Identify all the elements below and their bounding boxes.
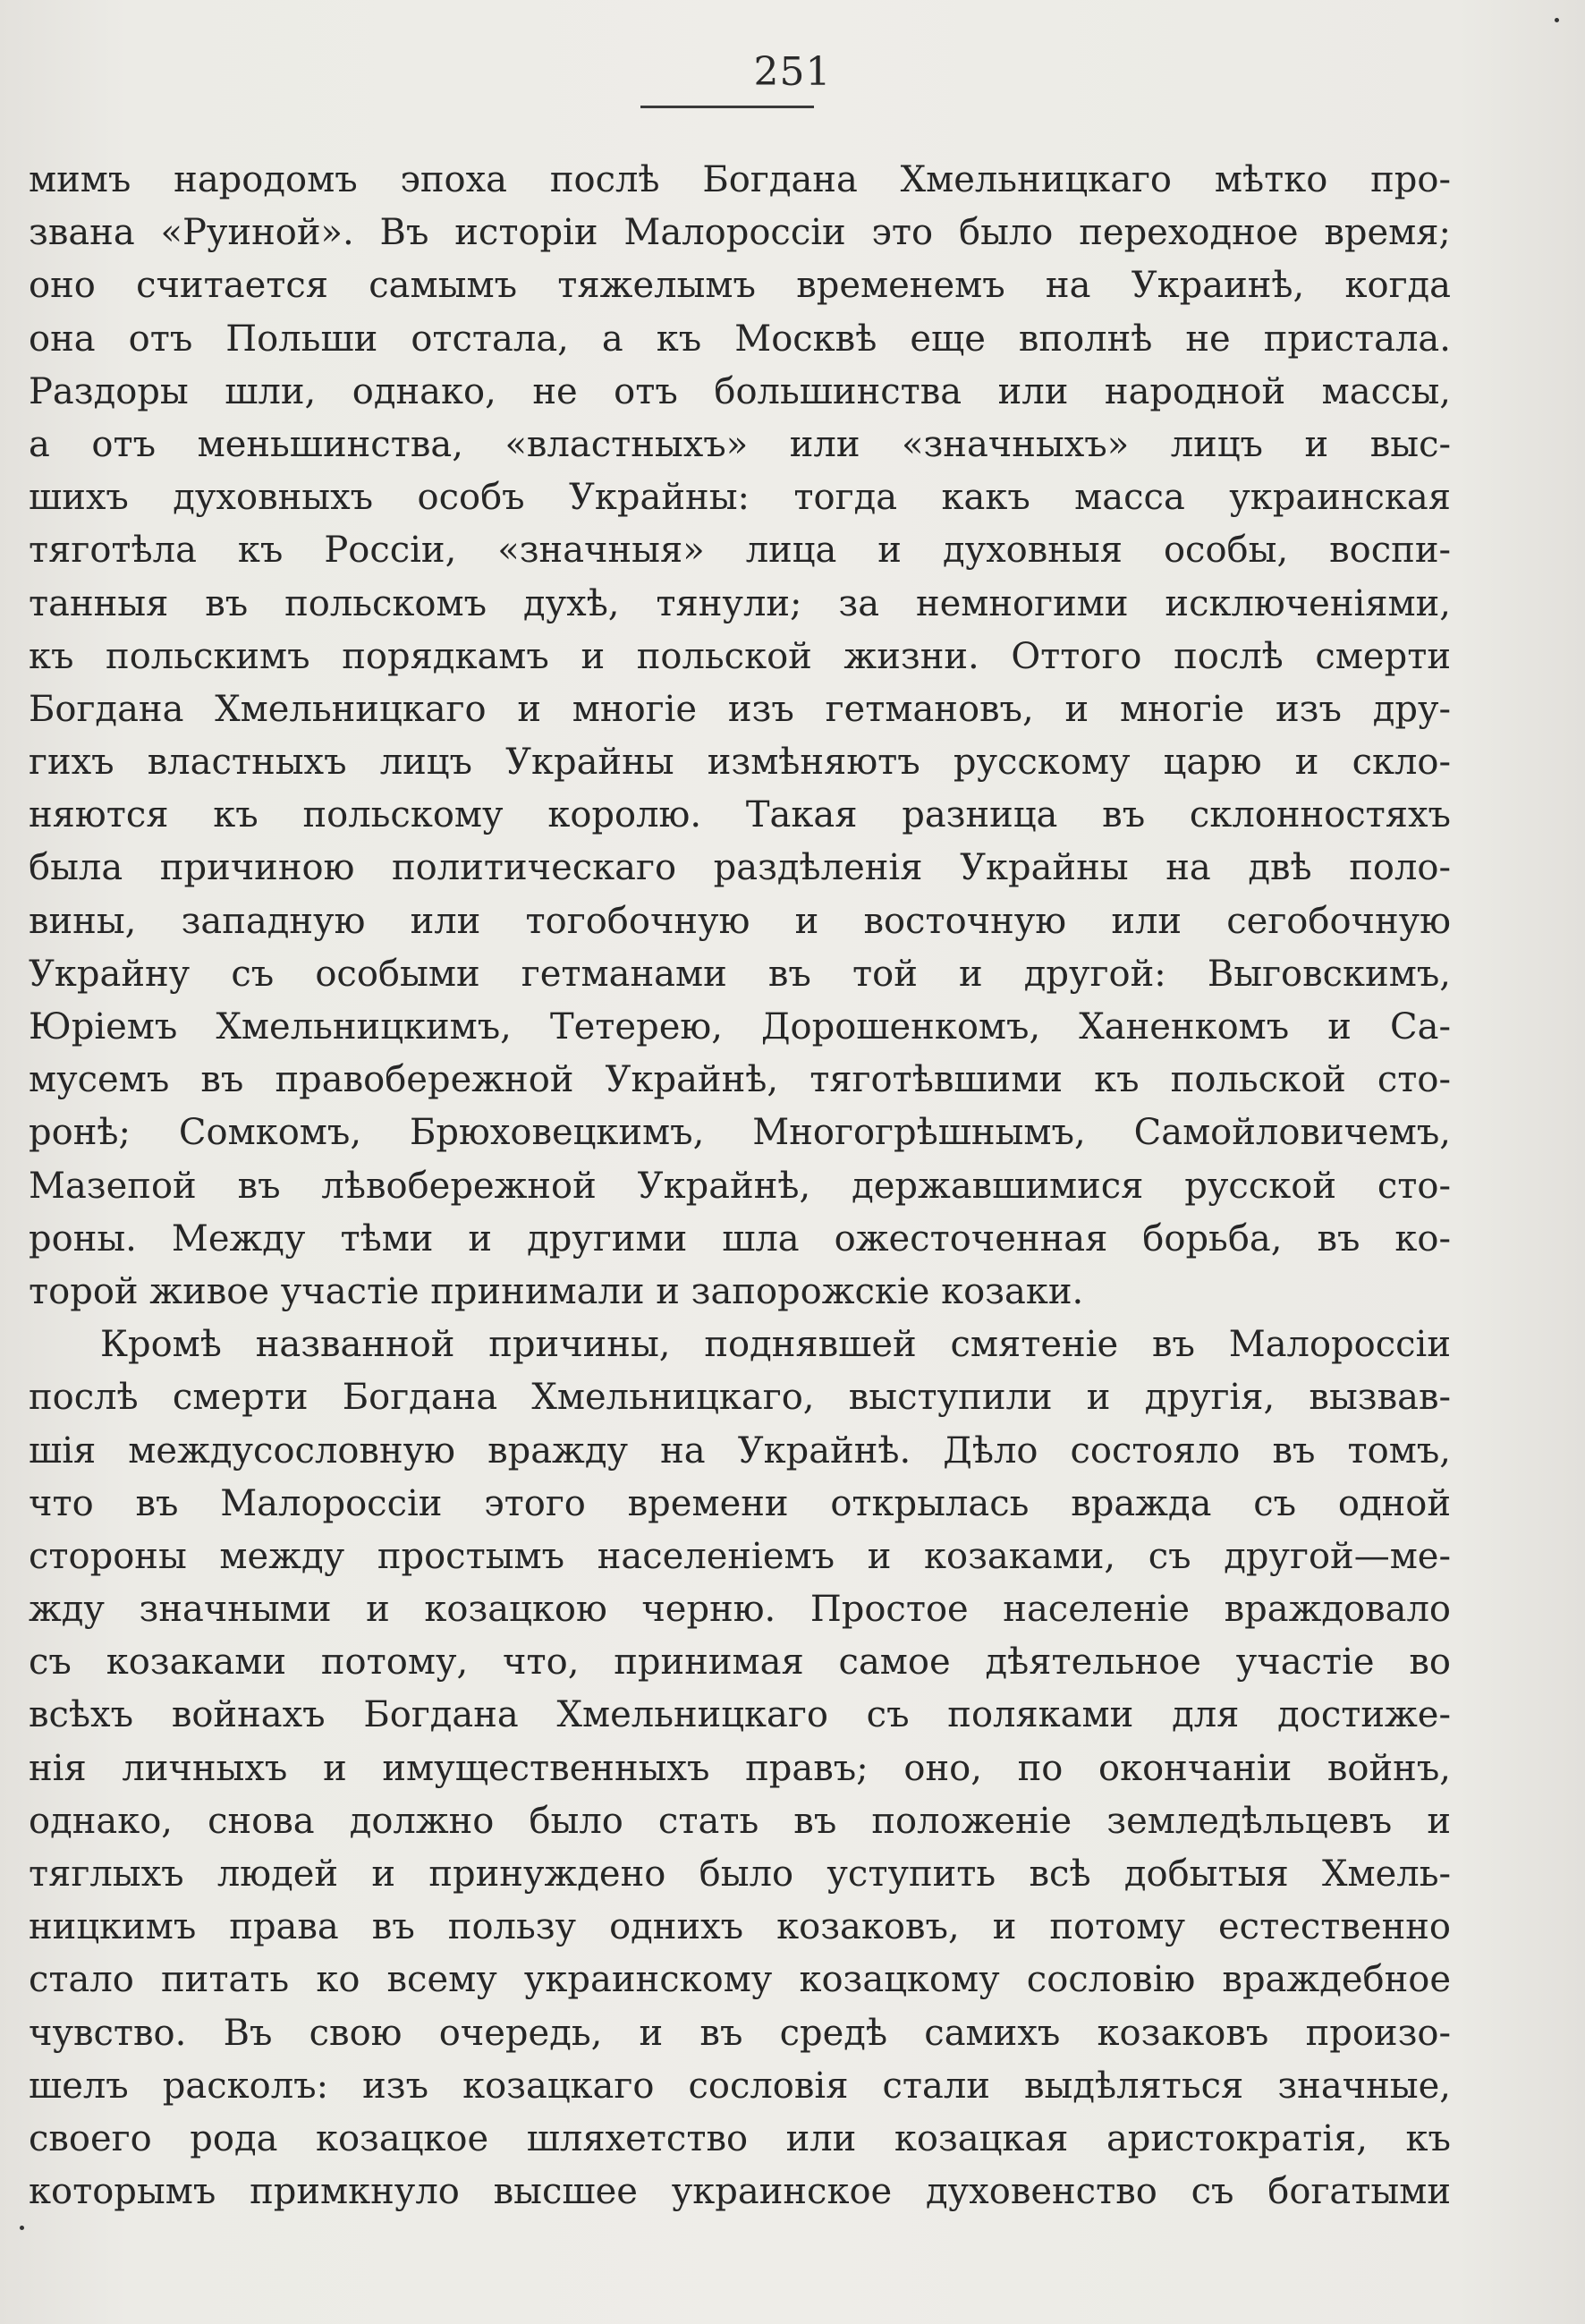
text-line: всѣхъ войнахъ Богдана Хмельницкаго съ поляками для достиже- (29, 1694, 1451, 1736)
text-line: жду значными и козацкою черню. Простое населеніе враждовало (29, 1589, 1451, 1631)
text-line: роны. Между тѣми и другими шла ожесточенная борьба, въ ко- (29, 1217, 1451, 1260)
text-line: ронѣ; Сомкомъ, Брюховецкимъ, Многогрѣшнымъ, Самойловичемъ, (29, 1112, 1451, 1154)
text-line: шія междусословную вражду на Украйнѣ. Дѣло состояло въ томъ, (29, 1429, 1451, 1472)
text-line: няются къ польскому королю. Такая разница въ склонностяхъ (29, 794, 1451, 836)
text-line: Кромѣ названной причины, поднявшей смятеніе въ Малороссіи (100, 1324, 1451, 1366)
text-line: шихъ духовныхъ особъ Украйны: тогда какъ масса украинская (29, 477, 1451, 519)
text-line: къ польскимъ порядкамъ и польской жизни. Оттого послѣ смерти (29, 635, 1451, 677)
text-line: Мазепой въ лѣвобережной Украйнѣ, державшимися русской сто- (29, 1165, 1451, 1207)
text-line: стало питать ко всему украинскому козацкому сословію враждебное (29, 1959, 1451, 2001)
text-line: мусемъ въ правобережной Украйнѣ, тяготѣвшими къ польской сто- (29, 1059, 1451, 1101)
text-line: а отъ меньшинства, «властныхъ» или «значныхъ» лицъ и выс- (29, 423, 1451, 465)
body-text (29, 154, 1451, 2218)
text-line: своего рода козацкое шляхетство или козацкая аристократія, къ (29, 2117, 1451, 2159)
text-line: стороны между простымъ населеніемъ и козаками, съ другой—ме- (29, 1535, 1451, 1577)
text-line: тяготѣла къ Россіи, «значныя» лица и духовныя особы, воспи- (29, 530, 1451, 572)
text-line: танныя въ польскомъ духѣ, тянули; за немногими исключеніями, (29, 582, 1451, 624)
text-line: которымъ примкнуло высшее украинское духовенство съ богатыми (29, 2171, 1451, 2213)
text-line: тяглыхъ людей и принуждено было уступить всѣ добытыя Хмель- (29, 1853, 1451, 1895)
text-line: однако, снова должно было стать въ положеніе земледѣльцевъ и (29, 1800, 1451, 1842)
print-speck (1555, 18, 1559, 22)
text-line: торой живое участіе принимали и запорожскіе козаки. (29, 1270, 1084, 1312)
text-line: шелъ расколъ: изъ козацкаго сословія стали выдѣляться значные, (29, 2065, 1451, 2107)
text-line: звана «Руиной». Въ исторіи Малороссіи это было переходное время; (29, 212, 1451, 254)
text-line: она отъ Польши отстала, а къ Москвѣ еще вполнѣ не пристала. (29, 318, 1451, 360)
page-number: 251 (753, 49, 832, 95)
text-line: была причиною политическаго раздѣленія Украйны на двѣ поло- (29, 847, 1451, 889)
text-line: чувство. Въ свою очередь, и въ средѣ самихъ козаковъ произо- (29, 2012, 1451, 2054)
text-line: Украйну съ особыми гетманами въ той и другой: Выговскимъ, (29, 953, 1451, 995)
paragraph-2 (29, 1319, 1451, 2218)
text-line: мимъ народомъ эпоха послѣ Богдана Хмельницкаго мѣтко про- (29, 159, 1451, 200)
text-line: вины, западную или тогобочную и восточную или сегобочную (29, 900, 1451, 942)
text-line: гихъ властныхъ лицъ Украйны измѣняютъ русскому царю и скло- (29, 742, 1451, 784)
text-line: Раздоры шли, однако, не отъ большинства или народной массы, (29, 370, 1451, 412)
text-line: съ козаками потому, что, принимая самое дѣятельное участіе во (29, 1641, 1451, 1684)
paragraph-1 (29, 154, 1451, 1319)
text-line: ницкимъ права въ пользу однихъ козаковъ, и потому естественно (29, 1906, 1451, 1948)
text-line: нія личныхъ и имущественныхъ правъ; оно, по окончаніи войнъ, (29, 1747, 1451, 1789)
text-line: Юріемъ Хмельницкимъ, Тетерею, Дорошенкомъ, Ханенкомъ и Са- (29, 1006, 1451, 1047)
page-number-underline (640, 106, 814, 108)
text-line: что въ Малороссіи этого времени открылась вражда съ одной (29, 1482, 1451, 1524)
text-line: оно считается самымъ тяжелымъ временемъ на Украинѣ, когда (29, 265, 1451, 307)
text-line: послѣ смерти Богдана Хмельницкаго, выступили и другія, вызвав- (29, 1377, 1451, 1419)
print-speck (20, 2226, 24, 2230)
text-line: Богдана Хмельницкаго и многіе изъ гетмановъ, и многіе изъ дру- (29, 688, 1451, 730)
